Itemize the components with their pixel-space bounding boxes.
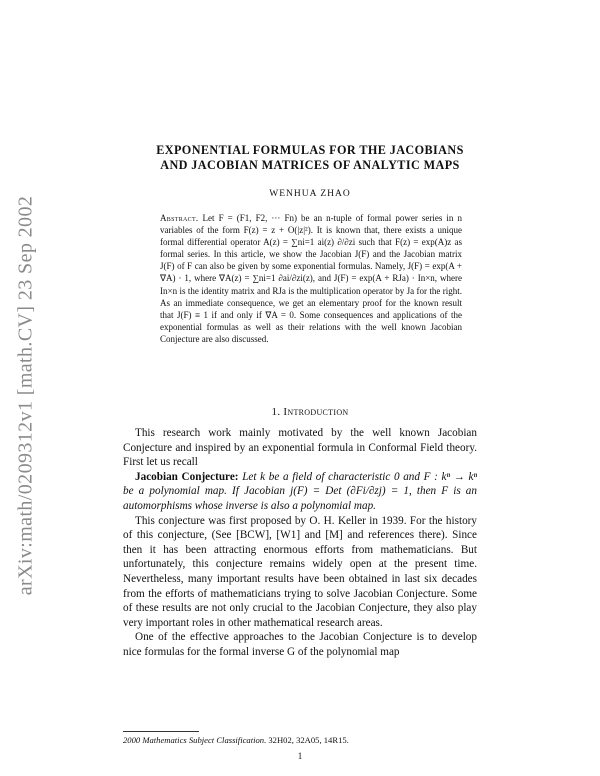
conjecture-text: Let k be a field of characteristic 0 and F : kⁿ → kⁿ be a polynomial map. If Jacobian j(F) = Det (∂Fi/∂zj) = 1, then F is an automorphisms whose inverse is also a polynomial map. <box>123 470 477 512</box>
page-number: 1 <box>297 751 303 761</box>
author: WENHUA ZHAO <box>269 189 351 199</box>
abstract-label: Abstract. <box>160 213 199 223</box>
conjecture <box>123 470 477 514</box>
footnote <box>123 735 477 745</box>
arxiv-id: arXiv:math/0209312v1 [math.CV] 23 Sep 2002 <box>14 195 37 595</box>
abstract-text: Let F = (F1, F2, ··· Fn) be an n-tuple of formal power series in n variables of the form F(z) = z + O(|z|²). It is known that, there exists a unique formal differential operator A(z) = ∑ni=1 ai(z) ∂/∂zi such that F(z) = exp(A)z as formal series. In this article, we show the Jacobian J(F) and the Jacobian matrix J(F) of F can also be given by some exponential formulas. Namely, J(F) = exp(A + ∇A) · 1, where ∇A(z) = ∑ni=1 ∂ai/∂zi(z), and J(F) = exp(A + RJa) · In×n, where In×n is the identity matrix and RJa is the multiplication operator by Ja for the right. As an immediate consequence, we get an elementary proof for the known result that J(F) ≡ 1 if and only if ∇A = 0. Some consequences and applications of the exponential formulas as well as their relations with the well known Jacobian Conjecture are also discussed. <box>160 213 462 344</box>
footnote-label: 2000 Mathematics Subject Classification. <box>123 735 267 745</box>
paragraph-3: One of the effective approaches to the Jacobian Conjecture is to develop nice formulas for the formal inverse G of the polynomial map <box>123 631 477 658</box>
body-text <box>123 426 477 660</box>
title-line-2: AND JACOBIAN MATRICES OF ANALYTIC MAPS <box>160 158 460 172</box>
paragraph-2: This conjecture was first proposed by O. H. Keller in 1939. For the history of this conjecture, (See [BCW], [W1] and [M] and references there). Since then it has been attracting enormous efforts from mathematicians. But unfortunately, this conjecture remains widely open at the present time. Nevertheless, many important results have been obtained in last six decades from the efforts of mathematicians trying to solve Jacobian Conjecture. Some of these results are not only crucial to the Jacobian Conjecture, they also play very important roles in other mathematical research areas. <box>123 514 477 629</box>
paragraph-1: This research work mainly motivated by the well known Jacobian Conjecture and inspired by an exponential formula in Conformal Field theory. First let us recall <box>123 427 477 469</box>
footnote-rule <box>123 731 199 732</box>
title-line-1: EXPONENTIAL FORMULAS FOR THE JACOBIANS <box>156 143 464 157</box>
abstract <box>160 212 462 345</box>
footnote-codes: 32H02, 32A05, 14R15. <box>268 735 349 745</box>
conjecture-label: Jacobian Conjecture: <box>135 470 239 483</box>
arxiv-sidebar-stamp <box>6 160 46 630</box>
paper-title <box>120 143 500 173</box>
section-heading: 1. Introduction <box>271 406 349 418</box>
